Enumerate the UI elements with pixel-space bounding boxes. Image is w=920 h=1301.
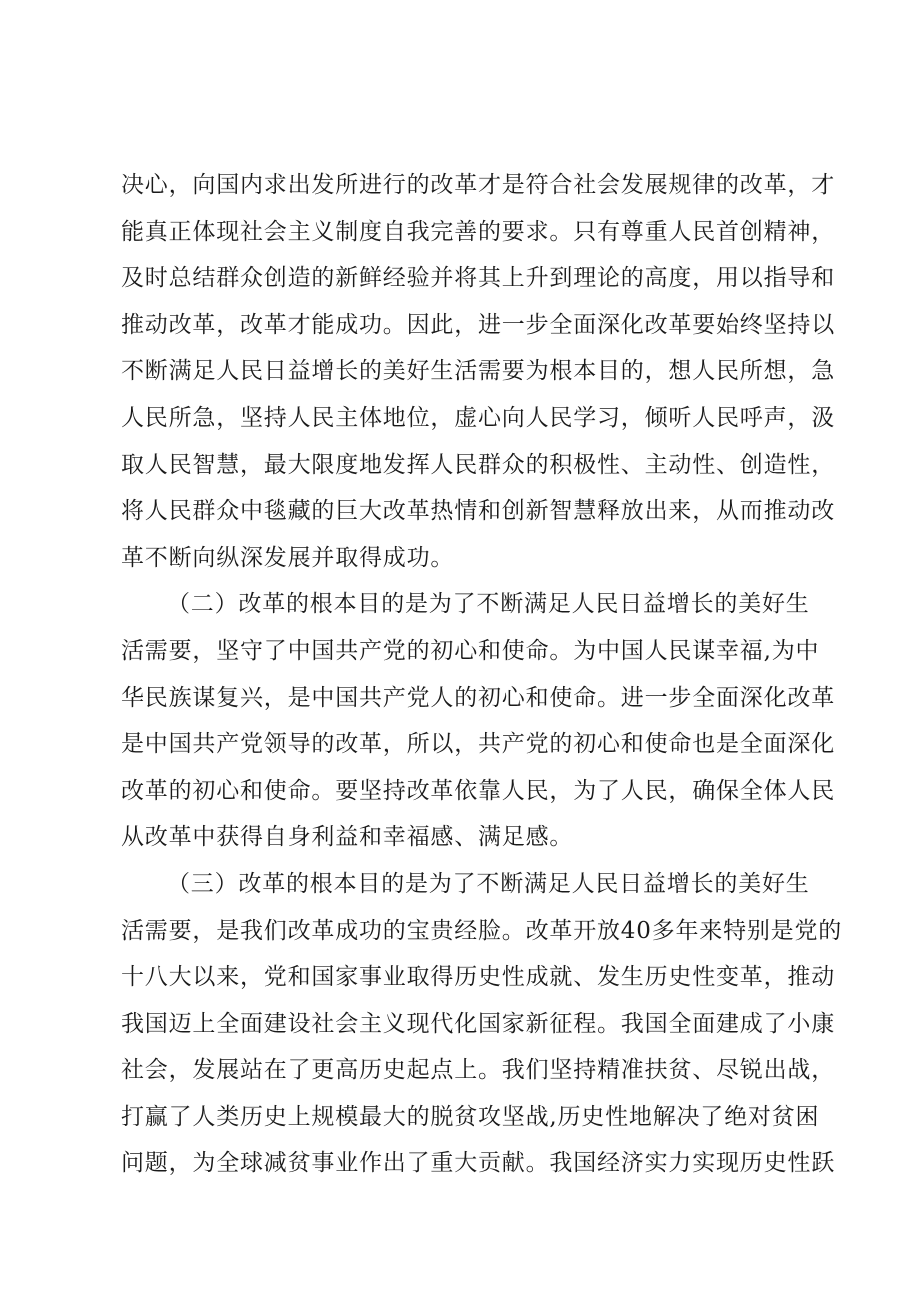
text-line: 能真正体现社会主义制度自我完善的要求。只有尊重人民首创精神，	[121, 218, 835, 245]
text-line: 十八大以来，党和国家事业取得历史性成就、发生历史性变革，推动	[121, 964, 835, 991]
body-text	[121, 162, 843, 1187]
text-line: 不断满足人民日益增长的美好生活需要为根本目的，想人民所想，急	[121, 358, 835, 385]
text-line: 打赢了人类历史上规模最大的脱贫攻坚战,历史性地解决了绝对贫困	[121, 1103, 820, 1130]
text-line: 革不断向纵深发展并取得成功。	[121, 544, 455, 571]
text-line: 社会，发展站在了更高历史起点上。我们坚持精准扶贫、尽锐出战，	[121, 1057, 835, 1084]
text-line: 将人民群众中毯藏的巨大改革热情和创新智慧释放出来，从而推动改	[121, 498, 835, 525]
text-line: 华民族谋复兴，是中国共产党人的初心和使命。进一步全面深化改革	[121, 684, 835, 711]
text-line: 人民所急，坚持人民主体地位，虚心向人民学习，倾听人民呼声，汲	[121, 404, 835, 431]
text-line: 活需要，是我们改革成功的宝贵经脸。改革开放40多年来特别是党的	[121, 917, 843, 944]
text-line: 决心，向国内求出发所进行的改革才是符合社会发展规律的改革，才	[121, 172, 835, 198]
text-line: 改革的初心和使命。要坚持改革依靠人民，为了人民，确保全体人民	[121, 777, 835, 804]
text-line: 从改革中获得自身利益和幸福感、满足感。	[121, 824, 574, 851]
text-line: 活需要，坚守了中国共产党的初心和使命。为中国人民谋幸福,为中	[121, 637, 820, 664]
text-line: 问题，为全球减贫事业作出了重大贡献。我国经济实力实现历史性跃	[121, 1150, 835, 1177]
section-2-heading-line: （二）改革的根本目的是为了不断满足人民日益增长的美好生	[167, 591, 810, 618]
text-line: 是中国共产党领导的改革，所以，共产党的初心和使命也是全面深化	[121, 731, 835, 758]
text-line: 及时总结群众创造的新鲜经验并将其上升到理论的高度，用以指导和	[121, 265, 835, 292]
text-line: 取人民智慧，最大限度地发挥人民群众的积极性、主动性、创造性，	[121, 451, 835, 478]
section-3-heading-line: （三）改革的根本目的是为了不断满足人民日益增长的美好生	[167, 870, 810, 897]
text-line: 推动改革，改革才能成功。因此，进一步全面深化改革要始终坚持以	[121, 311, 835, 338]
text-line: 我国迈上全面建设社会主义现代化国家新征程。我国全面建成了小康	[121, 1010, 835, 1037]
